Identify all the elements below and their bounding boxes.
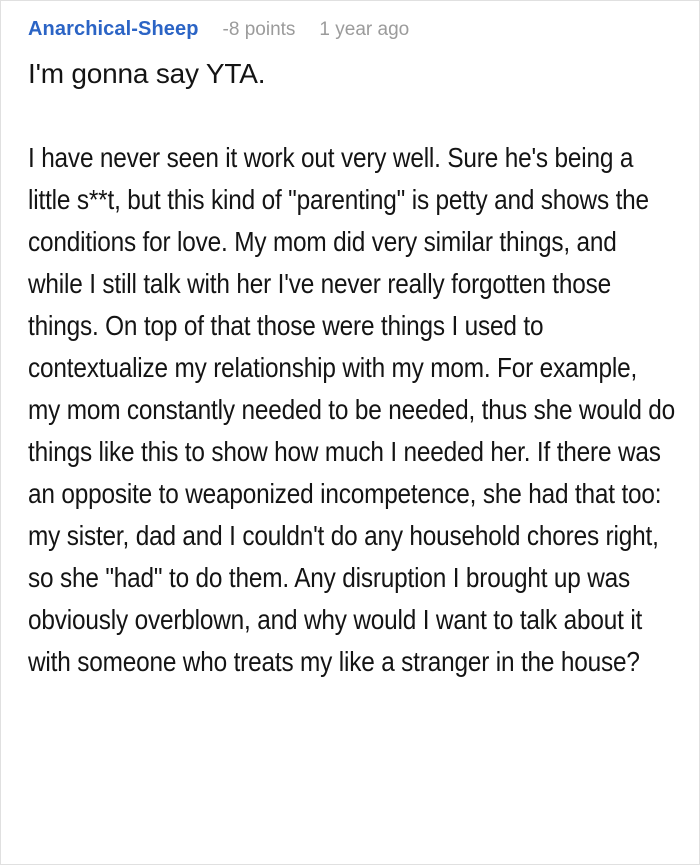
comment-author-link[interactable]: Anarchical-Sheep	[28, 18, 199, 40]
comment-timestamp: 1 year ago	[319, 19, 410, 40]
comment-points: -8 points	[222, 19, 296, 40]
comment-paragraph-main: I have never seen it work out very well. Sure he's being a little s**t, but this kind of "parenting" is petty and shows the conditions for love. My mom did very similar things, and while I still talk with her I've never really forgotten those things. On top of that those were things I used to contextualize my relationship with my mom. For example, my mom constantly needed to be needed, thus she would do things like this to show how much I needed her. If there was an opposite to weaponized incompetence, she had that too: my sister, dad and I couldn't do any household chores right, so she "had" to do them. Any disruption I brought up was obviously overblown, and why would I want to talk about it with someone who treats my like a stranger in the house?	[28, 142, 676, 677]
comment-header	[28, 18, 675, 41]
comment-paragraph-intro: I'm gonna say YTA.	[28, 58, 266, 89]
comment-body	[28, 53, 675, 683]
